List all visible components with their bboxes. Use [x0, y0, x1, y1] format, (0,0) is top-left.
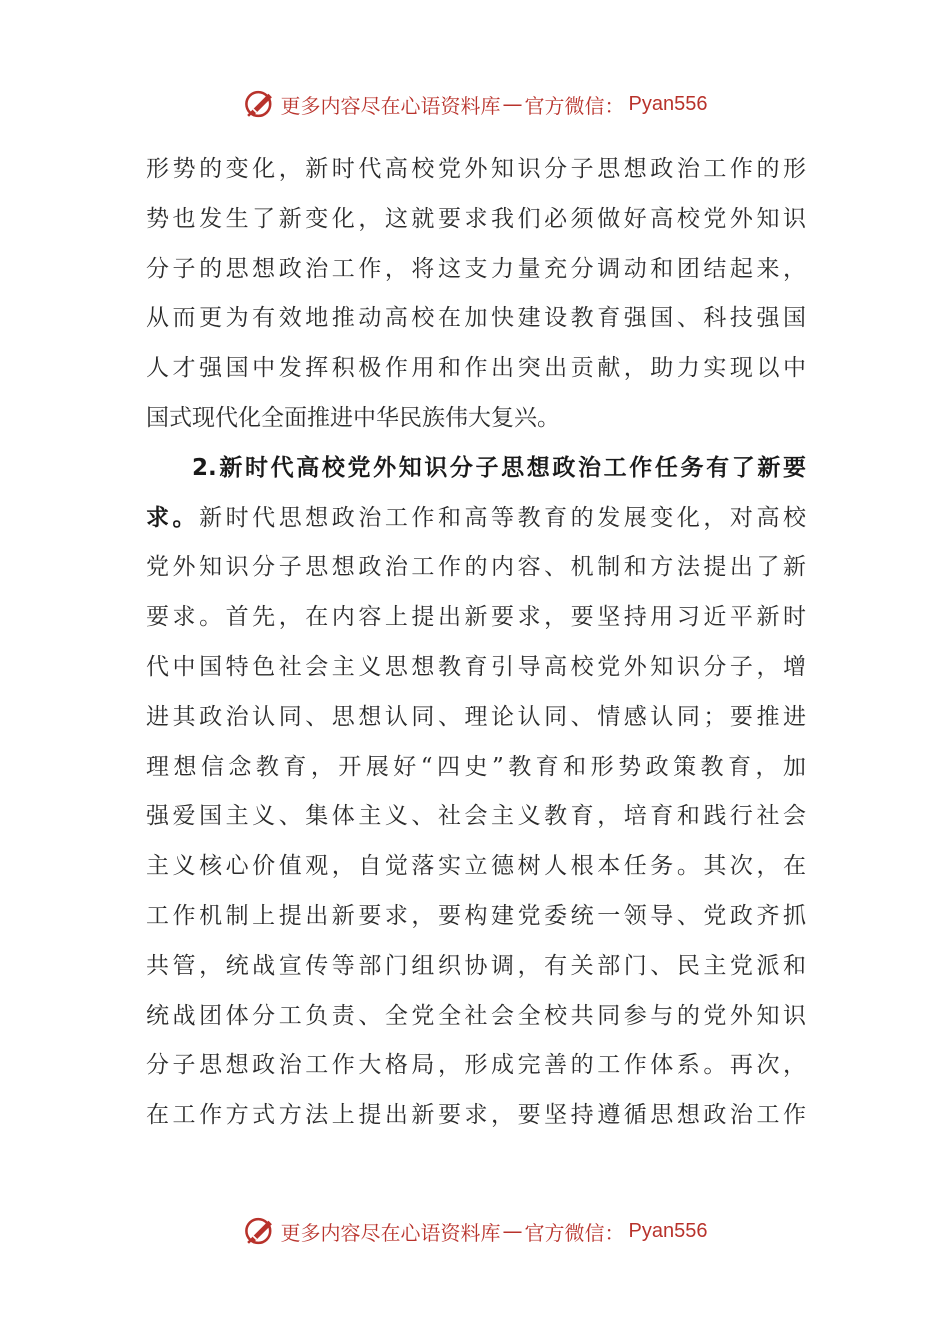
paragraph-1: [146, 145, 806, 444]
section-heading-end: 求。: [146, 504, 200, 531]
banner-site-text: 更多内容尽在心语资料库: [280, 93, 501, 118]
header-banner: [0, 84, 950, 124]
paragraph-2: [146, 444, 806, 1141]
document-body: [146, 145, 806, 1141]
text-line: 人才强国中发挥积极作用和作出突出贡献，助力实现以中: [146, 355, 806, 382]
banner-wechat-label: 官方微信：: [524, 1220, 625, 1245]
text-line: 工作机制上提出新要求，要构建党委统一领导、党政齐抓: [146, 902, 806, 929]
text-line: 分子思想政治工作大格局，形成完善的工作体系。再次，: [146, 1052, 806, 1079]
text-line: 理想信念教育，开展好“四史”教育和形势政策教育，加: [146, 753, 806, 780]
text-line: 统战团体分工负责、全党全社会全校共同参与的党外知识: [146, 1002, 806, 1029]
text-line: 势也发生了新变化，这就要求我们必须做好高校党外知识: [146, 205, 806, 232]
text-line: 要求。首先，在内容上提出新要求，要坚持用习近平新时: [146, 604, 806, 631]
text-line: 党外知识分子思想政治工作的内容、机制和方法提出了新: [146, 554, 806, 581]
text-line: 主义核心价值观，自觉落实立德树人根本任务。其次，在: [146, 853, 806, 880]
banner-separator: —: [502, 92, 523, 116]
text-line: 分子的思想政治工作，将这支力量充分调动和团结起来，: [146, 255, 806, 282]
text-line: 在工作方式方法上提出新要求，要坚持遵循思想政治工作: [146, 1102, 806, 1129]
footer-banner: [0, 1211, 950, 1251]
banner-site-text: 更多内容尽在心语资料库: [280, 1220, 501, 1245]
text-line: 国式现代化全面推进中华民族伟大复兴。: [146, 404, 560, 431]
text-line: 从而更为有效地推动高校在加快建设教育强国、科技强国: [146, 305, 806, 332]
banner-wechat-label: 官方微信：: [524, 93, 625, 118]
banner-wechat-id: Pyan556: [628, 92, 708, 115]
text-line-rest: 新时代思想政治工作和高等教育的发展变化，对高校: [199, 504, 806, 531]
pen-nib-logo-icon: [243, 87, 277, 121]
banner-separator: —: [502, 1219, 523, 1243]
banner-wechat-id: Pyan556: [628, 1219, 708, 1242]
pen-nib-logo-icon: [243, 1214, 277, 1248]
text-line: 共管，统战宣传等部门组织协调，有关部门、民主党派和: [146, 952, 806, 979]
section-heading: 2.新时代高校党外知识分子思想政治工作任务有了新要: [192, 454, 806, 481]
text-line: [146, 494, 806, 544]
text-line: 强爱国主义、集体主义、社会主义教育，培育和践行社会: [146, 803, 806, 830]
text-line: 进其政治认同、思想认同、理论认同、情感认同；要推进: [146, 703, 806, 730]
text-line: 代中国特色社会主义思想教育引导高校党外知识分子，增: [146, 653, 806, 680]
text-line: 形势的变化，新时代高校党外知识分子思想政治工作的形: [146, 156, 806, 182]
